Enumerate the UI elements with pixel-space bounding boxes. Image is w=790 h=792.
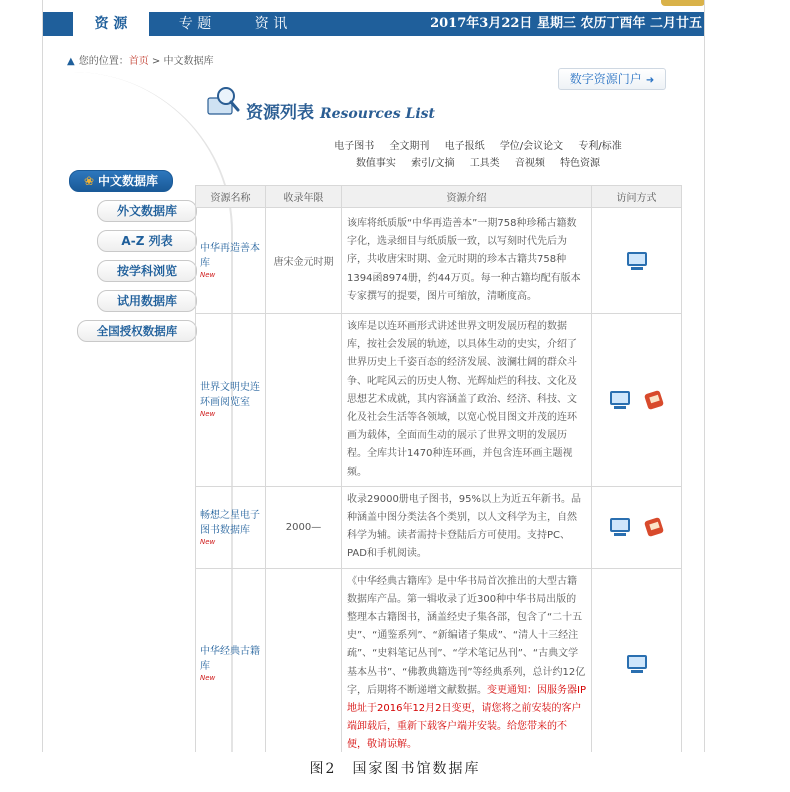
resource-years: 2000— <box>266 486 342 568</box>
breadcrumb-home-link[interactable]: 首页 <box>128 56 149 67</box>
portal-label: 数字资源门户 <box>569 72 642 86</box>
category-special[interactable]: 特色资源 <box>560 158 601 169</box>
resource-list-title-en: Resources List <box>320 106 436 122</box>
table-row <box>196 486 682 568</box>
sidebar-item-by-subject[interactable]: 按学科浏览 <box>97 260 197 282</box>
sidebar-item-label: 中文数据库 <box>98 174 159 188</box>
resource-description-text: 收录29000册电子图书，95%以上为近五年新书。品种涵盖中图分类法各个类别，以人文科学为主，自然科学为辅。读者需持卡登陆后方可使用。支持PC、PAD和手机阅读。 <box>347 493 582 560</box>
date-display: 2017年3月22日 星期三 农历丁酉年 二月廿五 <box>430 16 702 31</box>
category-ebooks[interactable]: 电子图书 <box>334 141 375 152</box>
arrow-right-icon: ➜ <box>645 75 655 86</box>
resource-name-cell <box>196 314 266 487</box>
sidebar-item-foreign-db[interactable]: 外文数据库 <box>97 200 197 222</box>
tab-resources[interactable]: 资 源 <box>73 12 149 36</box>
category-newspapers[interactable]: 电子报纸 <box>444 141 485 152</box>
home-icon: ▲ <box>67 56 75 67</box>
page-frame <box>42 0 705 752</box>
resource-name-link[interactable]: 中华再造善本库 <box>200 243 260 269</box>
category-index[interactable]: 索引/文摘 <box>411 158 455 169</box>
resource-years <box>266 314 342 487</box>
category-patents[interactable]: 专利/标准 <box>578 141 622 152</box>
new-badge: New <box>200 674 216 683</box>
breadcrumb <box>67 52 213 68</box>
table-header-row <box>196 186 682 208</box>
sidebar-item-chinese-db[interactable] <box>69 170 173 192</box>
change-notice: 变更通知：因服务器IP地址于2016年12月2日变更，请您将之前安装的客户端卸载后，重新下载客户端并安装。给您带来的不便，敬请谅解。 <box>347 684 586 751</box>
magnifier-book-icon <box>206 86 240 116</box>
access-methods <box>592 314 682 487</box>
pc-access-icon[interactable] <box>608 390 632 410</box>
resource-table <box>195 185 682 752</box>
category-media[interactable]: 音视频 <box>514 158 545 169</box>
resource-years: 唐宋金元时期 <box>266 208 342 314</box>
sidebar-item-a-z-list[interactable]: A-Z 列表 <box>97 230 197 252</box>
resource-name-link[interactable]: 世界文明史连环画阅览室 <box>200 382 260 409</box>
resource-description-text: 《中华经典古籍库》是中华书局首次推出的大型古籍数据库产品。第一辑收录了近300种中华书局出版的整理本古籍图书，涵盖经史子集各部，包含了“二十五史”、“通鉴系列”、“新编诸子集成”、“清人十三经注疏”、“史料笔记丛刊”、“学术笔记丛刊”、“古典文学基本丛书”、“佛教典籍选刊”等经典系列，总计约12亿字，后期将不断递增文献数据。 <box>347 575 586 696</box>
resource-description-text: 该库是以连环画形式讲述世界文明发展历程的数据库，按社会发展的轨迹，以具体生动的史实，介绍了世界历史上千姿百态的经济发展、波澜壮阔的群众斗争、叱咤风云的历史人物、光辉灿烂的科技、文化及思想艺术成就，其内容涵盖了政治、经济、科技、文化及社会生活等各领域，以宽心悦目图文并茂的连环画为载体，全面而生动的展示了世界文明的发展历程。全库共计1470种连环画，并包含连环画主题视频。 <box>347 321 577 478</box>
breadcrumb-separator: > <box>148 56 164 67</box>
top-decoration <box>661 0 705 6</box>
resource-description-text: 该库将纸质版“中华再造善本”一期758种珍稀古籍数字化，选录细目与纸质版一致，以写刻时代先后为序，共收唐宋时期、金元时期的珍本古籍共758种1394函8974册，约44万页。每一种古籍均配有版本专家撰写的提要，图片可缩放，清晰度高。 <box>347 217 581 302</box>
table-row <box>196 208 682 314</box>
access-methods <box>592 486 682 568</box>
tab-topics[interactable]: 专 题 <box>178 16 212 32</box>
category-theses[interactable]: 学位/会议论文 <box>499 141 564 152</box>
tab-news[interactable]: 资 讯 <box>254 16 288 32</box>
pc-access-icon[interactable] <box>608 517 632 537</box>
resource-name-cell <box>196 208 266 314</box>
mobile-access-icon[interactable] <box>642 517 666 537</box>
digital-portal-button[interactable] <box>558 68 666 90</box>
resource-name-cell <box>196 486 266 568</box>
new-badge: New <box>200 537 216 546</box>
sidebar-item-national-db[interactable]: 全国授权数据库 <box>77 320 197 342</box>
pc-access-icon[interactable] <box>625 251 649 271</box>
resource-list-title-cn: 资源列表 <box>246 103 314 123</box>
resource-list-title <box>246 98 435 123</box>
column-header-name: 资源名称 <box>196 186 266 208</box>
resource-name-link[interactable]: 畅想之星电子图书数据库 <box>200 509 260 536</box>
mobile-access-icon[interactable] <box>642 390 666 410</box>
resource-name-cell <box>196 568 266 752</box>
pc-access-icon[interactable] <box>625 654 649 674</box>
resource-description <box>342 568 592 752</box>
resource-description <box>342 314 592 487</box>
new-badge: New <box>200 271 216 279</box>
top-nav <box>43 12 705 36</box>
category-links <box>288 138 668 172</box>
new-badge: New <box>200 410 216 419</box>
category-journals[interactable]: 全文期刊 <box>389 141 430 152</box>
table-row <box>196 568 682 752</box>
flower-icon: ❀ <box>83 174 95 188</box>
resource-name-link[interactable]: 中华经典古籍库 <box>200 646 260 673</box>
resource-years <box>266 568 342 752</box>
column-header-access: 访问方式 <box>592 186 682 208</box>
category-facts[interactable]: 数值事实 <box>355 158 396 169</box>
category-tools[interactable]: 工具类 <box>469 158 500 169</box>
table-row <box>196 314 682 487</box>
sidebar-item-trial-db[interactable]: 试用数据库 <box>97 290 197 312</box>
column-header-description: 资源介绍 <box>342 186 592 208</box>
column-header-years: 收录年限 <box>266 186 342 208</box>
breadcrumb-current: 中文数据库 <box>163 56 214 67</box>
resource-description <box>342 208 592 314</box>
access-methods <box>592 568 682 752</box>
access-methods <box>592 208 682 314</box>
resource-description <box>342 486 592 568</box>
breadcrumb-prefix: 您的位置： <box>78 56 129 67</box>
sidebar <box>69 170 205 350</box>
figure-caption: 图2 国家图书馆数据库 <box>309 761 481 777</box>
